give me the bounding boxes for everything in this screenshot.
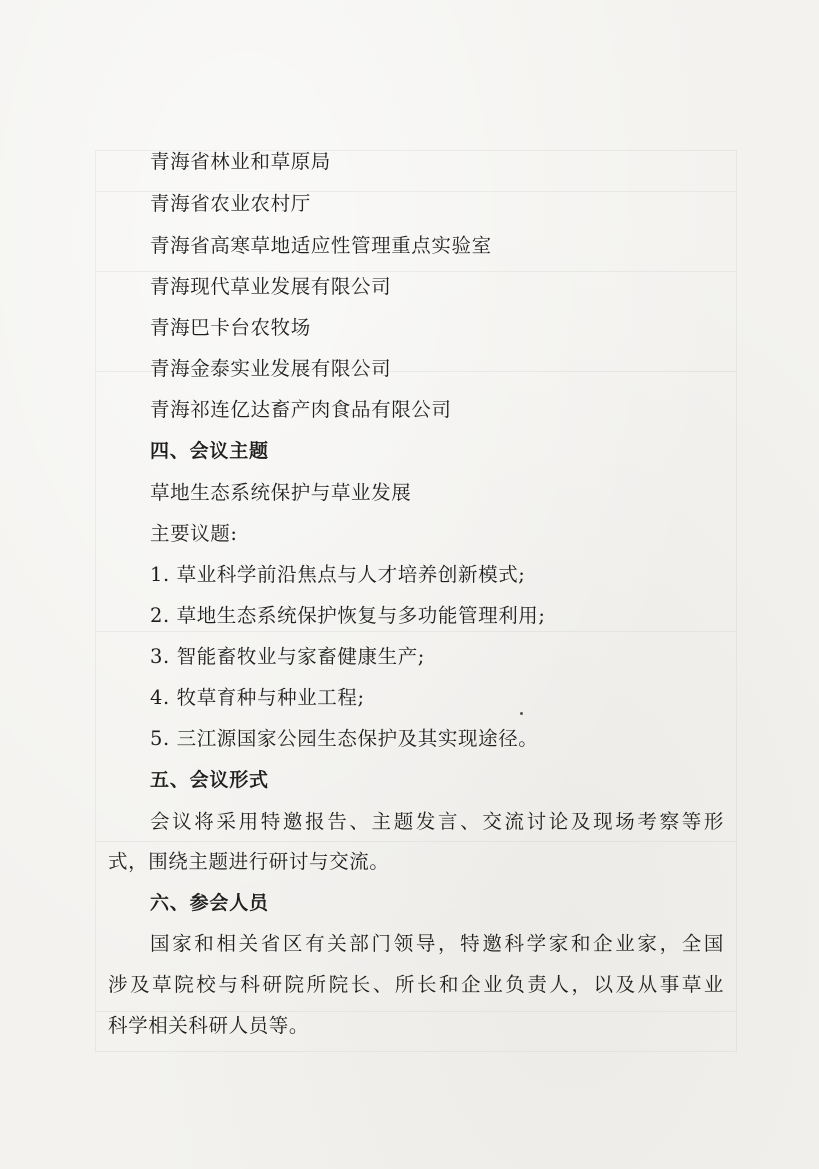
topic-item-5: 5. 三江源国家公园生态保护及其实现途径。: [150, 727, 539, 750]
org-item-2: 青海省农业农村厅: [150, 192, 311, 215]
org-item-7: 青海祁连亿达畜产肉食品有限公司: [150, 398, 452, 421]
section-6-text-line-1: 国家和相关省区有关部门领导，特邀科学家和企业家，全国: [150, 932, 724, 955]
section-5-heading: 五、会议形式: [150, 769, 269, 791]
section-6-heading: 六、参会人员: [150, 892, 269, 914]
topic-item-4: 4. 牧草育种与种业工程;: [150, 686, 365, 709]
topic-item-3: 3. 智能畜牧业与家畜健康生产;: [150, 645, 425, 668]
org-item-4: 青海现代草业发展有限公司: [150, 275, 392, 298]
section-6-text-line-3: 科学相关科研人员等。: [108, 1014, 310, 1037]
section-4-heading: 四、会议主题: [150, 440, 269, 462]
topic-item-1: 1. 草业科学前沿焦点与人才培养创新模式;: [150, 563, 526, 586]
topic-item-2: 2. 草地生态系统保护恢复与多功能管理利用;: [150, 604, 546, 627]
org-item-6: 青海金泰实业发展有限公司: [150, 357, 392, 380]
section-4-topics-label: 主要议题:: [150, 522, 238, 545]
section-6-text-line-2: 涉及草院校与科研院所院长、所长和企业负责人，以及从事草业: [108, 973, 724, 996]
section-5-text-line-1: 会议将采用特邀报告、主题发言、交流讨论及现场考察等形: [150, 810, 724, 833]
org-item-3: 青海省高寒草地适应性管理重点实验室: [150, 234, 492, 257]
org-item-1: 青海省林业和草原局: [150, 150, 331, 173]
section-5-text-line-2: 式，围绕主题进行研讨与交流。: [108, 850, 390, 873]
section-4-theme: 草地生态系统保护与草业发展: [150, 481, 412, 504]
org-item-5: 青海巴卡台农牧场: [150, 316, 311, 339]
scan-speck: [520, 712, 523, 715]
